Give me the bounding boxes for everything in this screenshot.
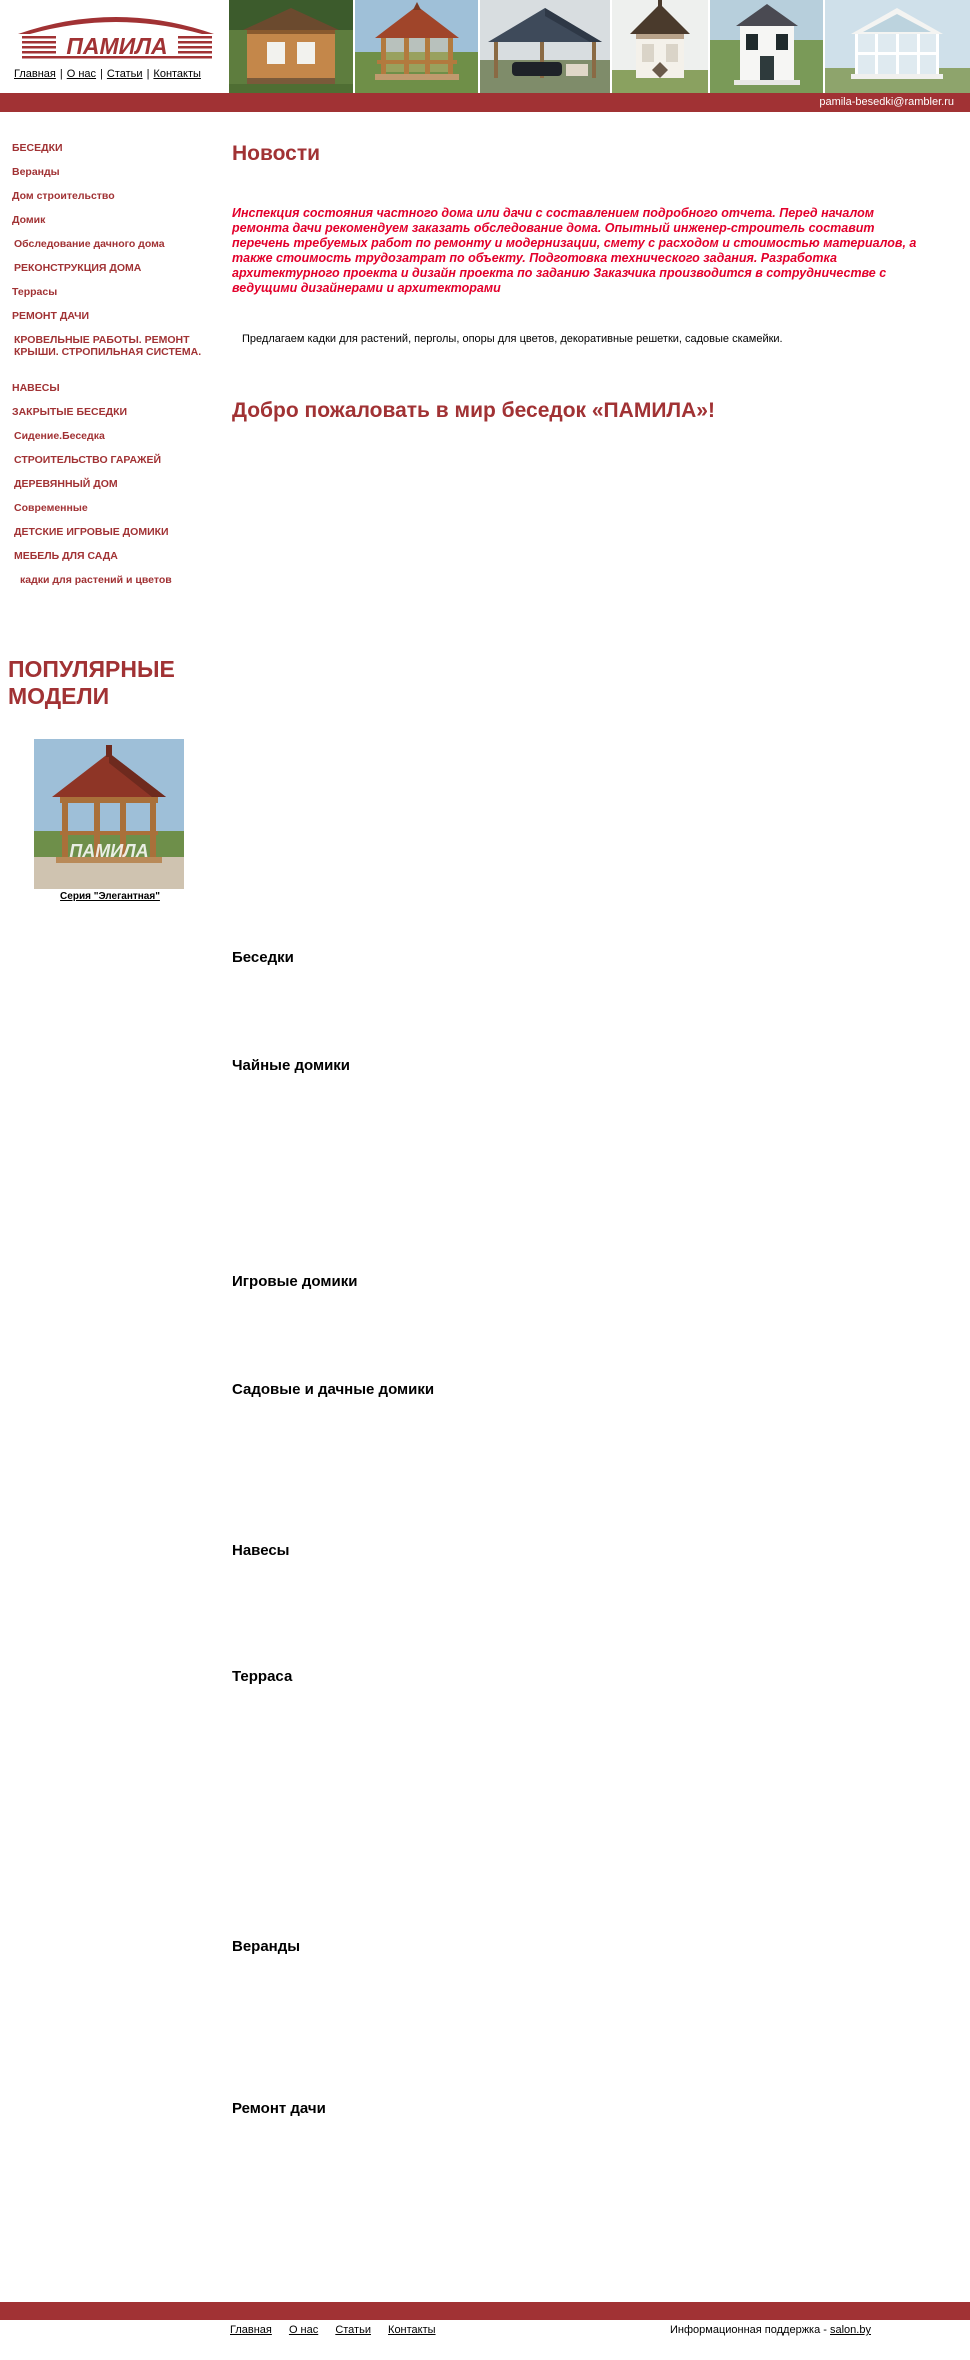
menu-item-rekonstrukciya[interactable]: РЕКОНСТРУКЦИЯ ДОМА: [14, 262, 142, 274]
header-photo-wooden-house: [229, 0, 353, 93]
menu-item-verandy[interactable]: Веранды: [12, 166, 60, 178]
footer-support-label: Информационная поддержка -: [670, 2324, 830, 2336]
news-announcement: Инспекция состояния частного дома или дачи с составлением подробного отчета. Перед началом ремонта дачи рекомендуем заказать обследование дома. Опытный инженер-строитель составит перечень требуемых работ по ремонту и модернизации, смету с расходом и стоимостью материалов, а также стоимость трудозатрат по объекту. Подготовка технического задания. Разработка архитектурного проекта и дизайн проекта по заданию Заказчика производится в сотрудничестве с ведущими дизайнерами и архитекторами: [232, 206, 917, 295]
header-photo-pavilion: [612, 0, 708, 93]
footer-nav: [230, 2324, 450, 2336]
footer-support: [670, 2324, 871, 2336]
menu-item-dom-stroitelstvo[interactable]: Дом строительство: [12, 190, 115, 202]
popular-model-caption[interactable]: Серия "Элегантная": [60, 891, 160, 902]
footer-about-link[interactable]: О нас: [288, 2324, 319, 2336]
section-title-verandy: Веранды: [232, 1938, 301, 1955]
footer-red-bar: [0, 2302, 970, 2320]
footer-articles-link[interactable]: Статьи: [335, 2324, 371, 2336]
section-title-remont-dachi: Ремонт дачи: [232, 2100, 326, 2117]
news-title: Новости: [232, 142, 321, 165]
news-offer: Предлагаем кадки для растений, перголы, опоры для цветов, декоративные решетки, садовые скамейки.: [242, 333, 783, 345]
footer-support-link[interactable]: salon.by: [830, 2324, 871, 2336]
header-photo-carport: [480, 0, 610, 93]
popular-models-title: ПОПУЛЯРНЫЕ МОДЕЛИ: [8, 656, 175, 709]
menu-item-derevyannyi-dom[interactable]: ДЕРЕВЯННЫЙ ДОМ: [14, 478, 118, 490]
top-nav-home-link[interactable]: Главная: [14, 68, 56, 80]
menu-item-navesy[interactable]: НАВЕСЫ: [12, 382, 60, 394]
menu-item-stroitelstvo-garazhey[interactable]: СТРОИТЕЛЬСТВО ГАРАЖЕЙ: [14, 454, 162, 466]
footer-contacts-link[interactable]: Контакты: [388, 2324, 436, 2336]
header-photo-conservatory: [825, 0, 970, 93]
menu-item-detskie-domiki[interactable]: ДЕТСКИЕ ИГРОВЫЕ ДОМИКИ: [14, 526, 169, 538]
section-title-sadovye-domiki: Садовые и дачные домики: [232, 1381, 435, 1398]
section-title-navesy: Навесы: [232, 1542, 290, 1559]
menu-item-sovremennye[interactable]: Современные: [14, 502, 88, 514]
menu-item-obsledovanie[interactable]: Обследование дачного дома: [14, 238, 165, 250]
menu-item-kadki[interactable]: кадки для растений и цветов: [20, 574, 172, 586]
section-title-besedki: Беседки: [232, 949, 294, 966]
logo-text: ПАМИЛА: [66, 33, 168, 59]
section-title-terrasa: Терраса: [232, 1668, 293, 1685]
header-photo-white-house: [710, 0, 824, 93]
model-photo-gazebo[interactable]: [34, 739, 184, 889]
menu-item-besedki[interactable]: БЕСЕДКИ: [12, 142, 63, 154]
header-photo-gazebo: [355, 0, 479, 93]
model-photo-watermark: ПАМИЛА: [69, 841, 149, 861]
header-photo-strip: [229, 0, 970, 93]
menu-item-domik[interactable]: Домик: [12, 214, 46, 226]
section-title-igrovye-domiki: Игровые домики: [232, 1273, 358, 1290]
menu-item-sidenie-besedka[interactable]: Сидение.Беседка: [14, 430, 105, 442]
top-nav-about-link[interactable]: О нас: [66, 68, 97, 80]
popular-model-card: [34, 739, 186, 902]
top-nav-contacts-link[interactable]: Контакты: [153, 68, 201, 80]
footer-home-link[interactable]: Главная: [230, 2324, 272, 2336]
top-nav-articles-link[interactable]: Статьи: [106, 68, 143, 80]
menu-item-krovelnye-raboty[interactable]: КРОВЕЛЬНЫЕ РАБОТЫ. РЕМОНТ КРЫШИ. СТРОПИЛЬНАЯ СИСТЕМА.: [14, 334, 202, 358]
pamila-logo[interactable]: [14, 12, 218, 62]
site-header: [0, 0, 970, 93]
header-email[interactable]: pamila-besedki@rambler.ru: [819, 96, 954, 108]
menu-item-mebel-dlya-sada[interactable]: МЕБЕЛЬ ДЛЯ САДА: [14, 550, 118, 562]
menu-item-zakrytye-besedki[interactable]: ЗАКРЫТЫЕ БЕСЕДКИ: [12, 406, 128, 418]
logo-area: [0, 0, 229, 93]
section-title-chainye-domiki: Чайные домики: [232, 1057, 351, 1074]
menu-item-remont-dachi[interactable]: РЕМОНТ ДАЧИ: [12, 310, 90, 322]
menu-item-terrasy[interactable]: Террасы: [12, 286, 58, 298]
welcome-title: Добро пожаловать в мир беседок «ПАМИЛА»!: [232, 399, 715, 422]
top-nav: Главная | О нас | Статьи | Контакты: [14, 68, 201, 80]
